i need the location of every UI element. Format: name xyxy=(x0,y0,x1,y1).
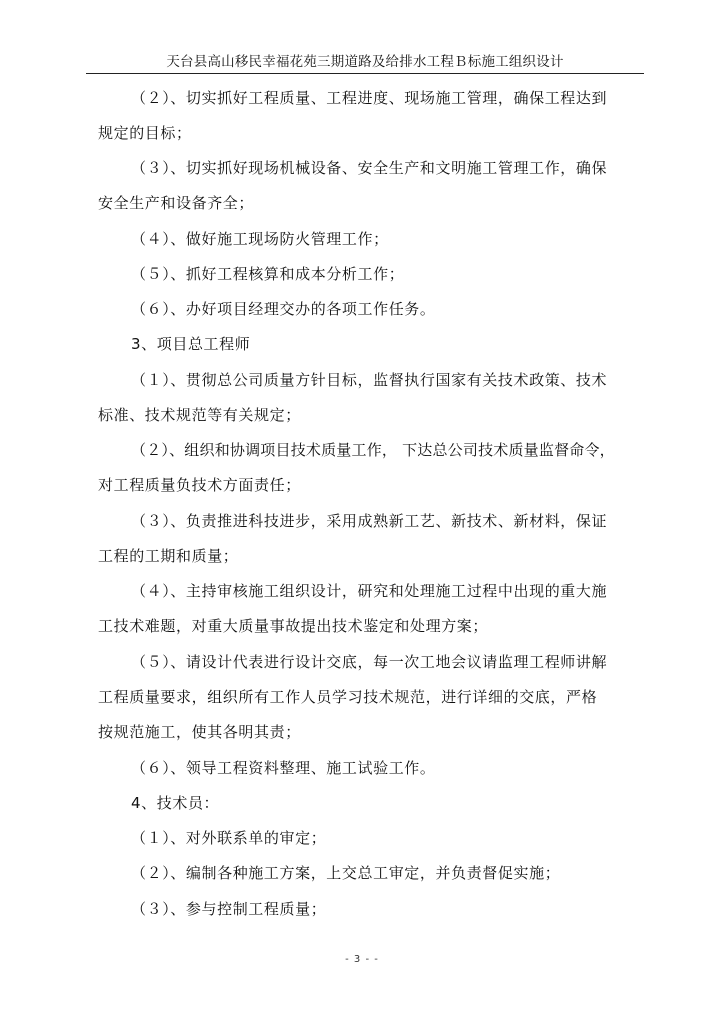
paragraph-line: （３）、负责推进科技进步，采用成熟新工艺、新技术、新材料，保证 xyxy=(131,512,608,530)
paragraph-line: （６）、领导工程资料整理、施工试验工作。 xyxy=(131,759,436,777)
paragraph-line: （４）、做好施工现场防火管理工作； xyxy=(131,230,389,248)
header-rule xyxy=(86,73,644,74)
paragraph-line: 安全生产和设备齐全； xyxy=(98,194,255,212)
paragraph-line: （３）、切实抓好现场机械设备、安全生产和文明施工管理工作，确保 xyxy=(131,159,608,177)
paragraph-line: 规定的目标； xyxy=(98,124,192,142)
paragraph-line: （１）、对外联系单的审定； xyxy=(131,829,327,847)
section-heading: 3、项目总工程师 xyxy=(131,335,251,353)
paragraph-line: （２）、编制各种施工方案，上交总工审定，并负责督促实施； xyxy=(131,864,561,882)
page-header: 天台县高山移民幸福花苑三期道路及给排水工程Ｂ标施工组织设计 xyxy=(166,54,564,70)
paragraph-line: （１）、贯彻总公司质量方针目标，监督执行国家有关技术政策、技术 xyxy=(131,371,608,389)
page-number: - 3 - - xyxy=(345,954,379,965)
paragraph-line: （３）、参与控制工程质量； xyxy=(131,900,327,918)
paragraph-line: 按规范施工，使其各明其责； xyxy=(98,723,301,741)
paragraph-line: （４）、主持审核施工组织设计，研究和处理施工过程中出现的重大施 xyxy=(131,582,608,600)
section-heading: 4、技术员： xyxy=(131,794,220,812)
paragraph-line: 工程质量要求，组织所有工作人员学习技术规范，进行详细的交底，严格 xyxy=(98,688,598,706)
paragraph-line: （５）、请设计代表进行设计交底，每一次工地会议请监理工程师讲解 xyxy=(131,653,608,671)
paragraph-line: （２）、切实抓好工程质量、工程进度、现场施工管理，确保工程达到 xyxy=(131,89,608,107)
paragraph-line: （２）、组织和协调项目技术质量工作， 下达总公司技术质量监督命令， xyxy=(131,441,615,459)
paragraph-line: 标准、技术规范等有关规定； xyxy=(98,406,301,424)
paragraph-line: 工程的工期和质量； xyxy=(98,547,239,565)
paragraph-line: （５）、抓好工程核算和成本分析工作； xyxy=(131,265,405,283)
paragraph-line: 工技术难题，对重大质量事故提出技术鉴定和处理方案； xyxy=(98,617,489,635)
paragraph-line: 对工程质量负技术方面责任； xyxy=(98,476,301,494)
paragraph-line: （６）、办好项目经理交办的各项工作任务。 xyxy=(131,300,436,318)
